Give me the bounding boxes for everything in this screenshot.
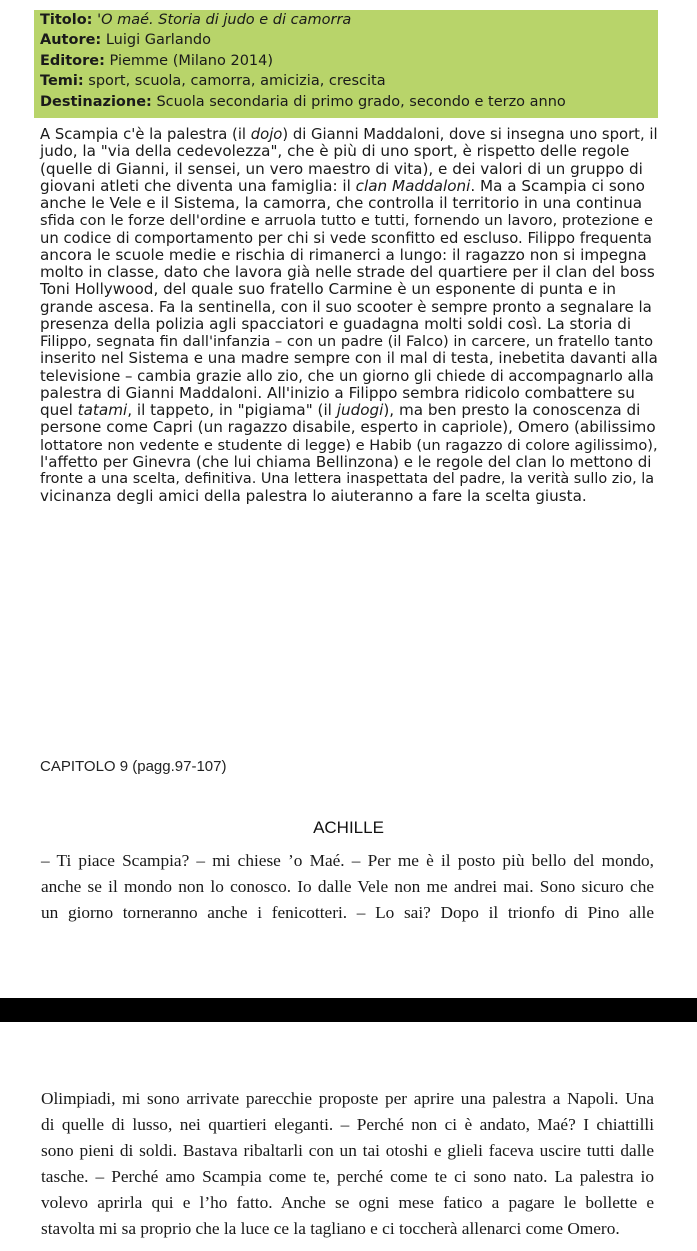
novel-excerpt-top <box>41 848 654 926</box>
info-themes-value: sport, scuola, camorra, amicizia, crescita <box>88 73 386 89</box>
info-title-value: 'O maé. Storia di judo e di camorra <box>97 12 352 28</box>
novel-line: stavolta mi sa proprio che la luce ce la tagliano e ci toccherà allenarci come Omero. <box>41 1219 620 1238</box>
summary-line: l'affetto per Ginevra (che lui chiama Bellinzona) e le regole del clan lo mettono di <box>40 452 652 471</box>
info-title-label: Titolo: <box>40 12 93 28</box>
novel-line: – Ti piace Scampia? – mi chiese ’o Maé. – Per me è il posto più bello del mondo, <box>41 851 654 870</box>
book-info-box <box>34 10 658 118</box>
summary-line: judo, la "via della cedevolezza", che è più di uno sport, è rispetto delle regole <box>40 142 630 161</box>
summary-line: lottatore non vedente e studente di legge) e Habib (un ragazzo di colore agilissimo), <box>40 436 658 454</box>
novel-line: anche se il mondo non lo conosco. Io dalle Vele non me andrei mai. Sono sicuro che <box>41 877 654 896</box>
info-audience-value: Scuola secondaria di primo grado, secondo e terzo anno <box>156 94 566 110</box>
summary-line: sfida con le forze dell'ordine e arruola tutto e tutti, fornendo un lavoro, protezione e <box>40 212 653 230</box>
chapter-label: CAPITOLO 9 (pagg.97-107) <box>40 758 227 775</box>
summary-line: persone come Capri (un ragazzo disabile, esperto in capriole), Omero (abilissimo <box>40 418 656 437</box>
summary-line: Toni Hollywood, del quale suo fratello Carmine è un esponente di punta e in <box>40 280 617 299</box>
info-publisher-value: Piemme (Milano 2014) <box>109 53 274 69</box>
summary-line: A Scampia c'è la palestra (il dojo) di Gianni Maddaloni, dove si insegna uno sport, il <box>40 126 658 143</box>
summary-line: grande ascesa. Fa la sentinella, con il suo scooter è sempre pronto a segnalare la <box>40 297 652 316</box>
novel-line: di quelle di lusso, nei quartieri eleganti. – Perché non ci è andato, Maé? I chiattilli <box>41 1115 654 1134</box>
novel-excerpt-bottom <box>41 1086 654 1242</box>
info-author-value: Luigi Garlando <box>105 32 211 48</box>
summary-line: palestra di Gianni Maddaloni. All'inizio a Filippo sembra ridicolo combattere su <box>40 383 635 402</box>
summary-line: inserito nel Sistema e una madre sempre con il mal di testa, inebetita davanti alla <box>40 349 658 368</box>
summary-line: televisione – cambia grazie allo zio, che un giorno gli chiede di accompagnarlo alla <box>40 367 654 385</box>
summary-line: quel tatami, il tappeto, in "pigiama" (il judogi), ma ben presto la conoscenza di <box>40 401 641 419</box>
book-summary <box>40 126 658 506</box>
novel-line: sono pieni di soldi. Bastava ribaltarli con un tai otoshi e glieli faceva uscire tutti dalle <box>41 1141 654 1160</box>
novel-line: tasche. – Perché amo Scampia come te, perché come te ci sono nato. La palestra io <box>41 1167 654 1186</box>
info-themes-row <box>40 73 386 90</box>
summary-line: anche le Vele e il Sistema, la camorra, che controlla il territorio in una continua <box>40 194 643 212</box>
page-divider-bar <box>0 998 697 1022</box>
novel-line: un giorno torneranno anche i fenicotteri. – Lo sai? Dopo il trionfo di Pino alle <box>41 903 654 922</box>
summary-line: vicinanza degli amici della palestra lo aiuteranno a fare la scelta giusta. <box>40 487 587 506</box>
info-audience-row <box>40 94 566 111</box>
info-audience-label: Destinazione: <box>40 94 152 110</box>
summary-line: un codice di comportamento per chi si vede sconfitto ed escluso. Filippo frequenta <box>40 229 652 247</box>
novel-line: volevo aprirla qui e l’ho fatto. Anche se ogni mese fatico a pagare le bollette e <box>41 1193 654 1212</box>
summary-line: (quelle di Gianni, il sensei, un vero maestro di vita), e dei valori di un gruppo di <box>40 159 643 178</box>
summary-line: presenza della polizia agli spacciatori e guadagna molti soldi così. La storia di <box>40 314 632 333</box>
novel-line: Olimpiadi, mi sono arrivate parecchie proposte per aprire una palestra a Napoli. Una <box>41 1089 654 1108</box>
summary-line: Filippo, segnata fin dall'infanzia – con un padre (il Falco) in carcere, un fratello tanto <box>40 333 654 350</box>
summary-line: ancora le scuole medie e rischia di rimanerci a lungo: il ragazzo non si impegna <box>40 245 647 264</box>
info-themes-label: Temi: <box>40 73 84 89</box>
info-author-row <box>40 32 211 49</box>
info-author-label: Autore: <box>40 32 102 48</box>
info-publisher-row <box>40 53 273 70</box>
summary-line: fronte a una scelta, definitiva. Una lettera inaspettata del padre, la verità sullo zio, la <box>40 471 655 487</box>
chapter-title: ACHILLE <box>313 818 384 837</box>
summary-line: molto in classe, dato che lavora già nelle strade del quartiere per il clan del boss <box>40 263 655 281</box>
info-publisher-label: Editore: <box>40 53 105 69</box>
summary-line: giovani atleti che diventa una famiglia: il clan Maddaloni. Ma a Scampia ci sono <box>40 176 645 195</box>
info-title-row <box>40 12 351 29</box>
